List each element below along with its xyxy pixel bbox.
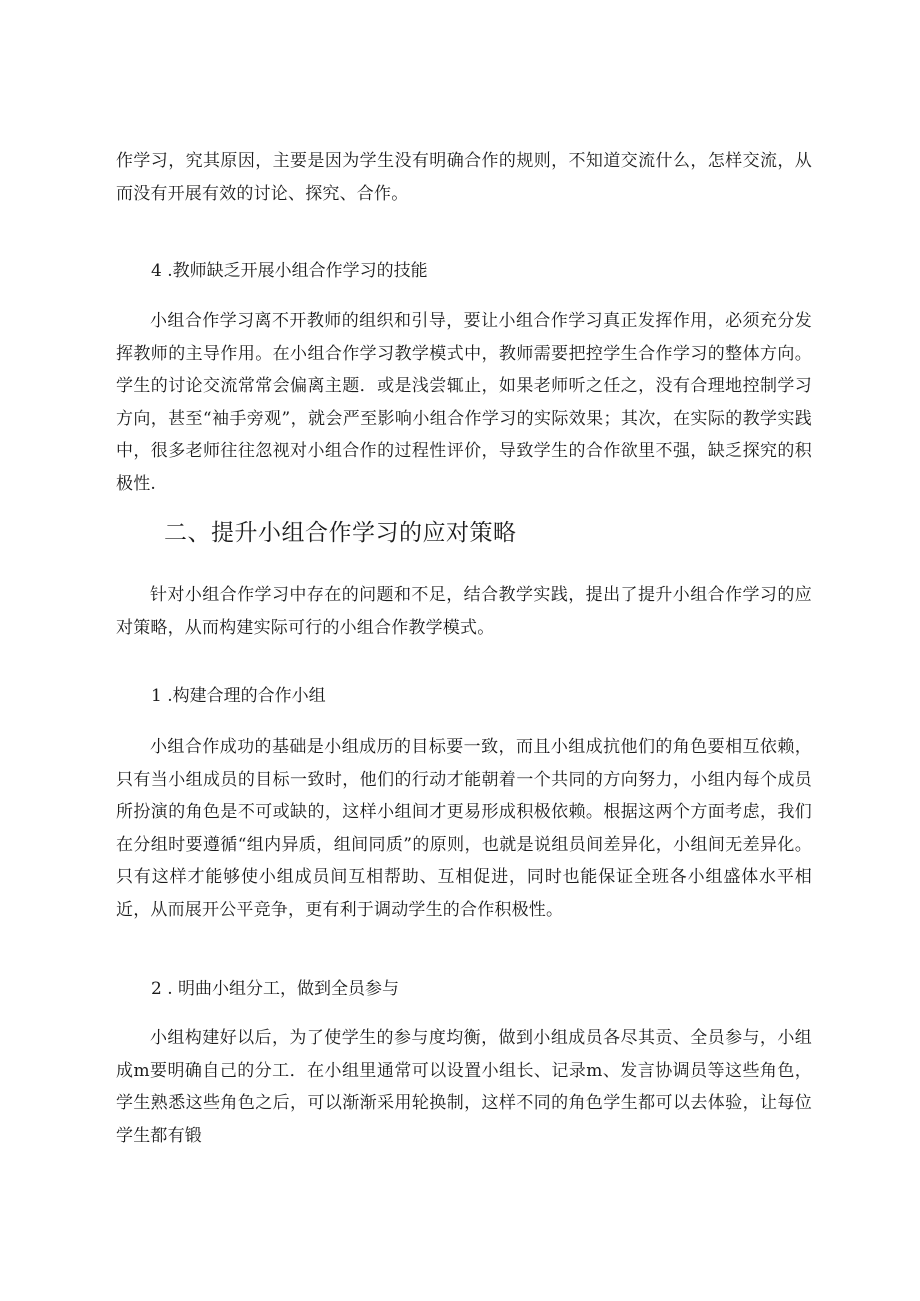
paragraph-teacher-skills: 小组合作学习离不开教师的组织和引导，要让小组合作学习真正发挥作用，必须充分发挥教师的主导作用。在小组合作学习教学模式中，教师需要把控学生合作学习的整体方向。学生的讨论交流常常会偏离主题．或是浅尝辄止，如果老师听之任之，没有合理地控制学习方向，甚至“袖手旁观”，就会严至影响小组合作学习的实际效果；其次，在实际的教学实践中，很多老师往往忽视对小组合作的过程性评价，导致学生的合作欲里不强，缺乏探究的积极性. <box>116 311 812 494</box>
subheading-build-groups: 1 .构建合理的合作小组 <box>151 686 326 706</box>
paragraph-division-of-labor: 小组构建好以后，为了使学生的参与度均衡，做到小组成员各尽其贡、全员参与，小组成m要明确自己的分工．在小组里通常可以设置小组长、记录m、发言协调员等这些角色，学生熟悉这些角色之后，可以渐渐采用轮换制，这样不同的角色学生都可以去体验，让每位学生都有锻 <box>116 1028 812 1146</box>
paragraph-strategies-intro: 针对小组合作学习中存在的问题和不足，结合教学实践，提出了提升小组合作学习的应对策略，从而构建实际可行的小组合作教学模式。 <box>116 585 812 638</box>
section-heading-strategies: 二、提升小组合作学习的应对策略 <box>164 520 517 546</box>
paragraph-build-groups: 小组合作成功的基础是小组成历的目标要一致，而且小组成抗他们的角色要相互依赖，只有当小组成员的目标一致时，他们的行动才能朝着一个共同的方向努力，小组内每个成员所扮演的角色是不可或缺的，这样小组间才更易形成积极依赖。根据这两个方面考虑，我们在分组时要遵循“组内异质，组间同质”的原则，也就是说组员间差异化，小组间无差异化。只有这样才能够使小组成员间互相帮助、互相促进，同时也能保证全班各小组盛体水平相近，从而展开公平竞争，更有利于调动学生的合作积极性。 <box>116 737 812 920</box>
subheading-teacher-skills: 4 .教师缺乏开展小组合作学习的技能 <box>151 261 428 281</box>
subheading-division-of-labor: 2 . 明曲小组分工，做到全员参与 <box>151 979 400 999</box>
paragraph-intro-continuation: 作学习，究其原因，主要是因为学生没有明确合作的规则，不知道交流什么，怎样交流，从而没有开展有效的讨论、探究、合作。 <box>116 151 812 204</box>
